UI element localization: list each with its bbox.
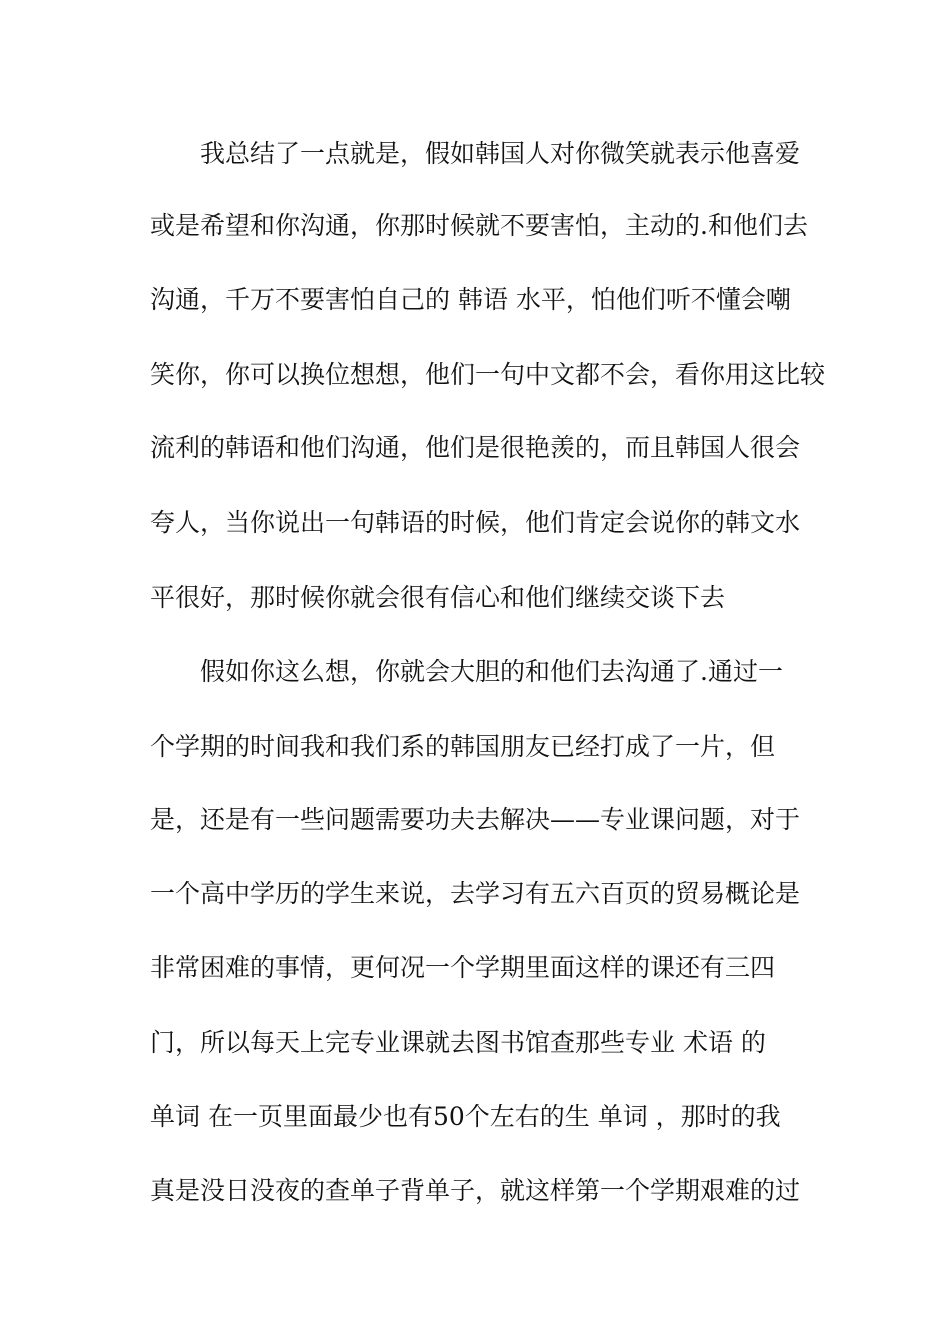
paragraph-2-line-1: 假如你这么想，你就会大胆的和他们去沟通了.通过一 bbox=[200, 657, 783, 686]
paragraph-2-line-6: 门，所以每天上完专业课就去图书馆查那些专业 术语 的 bbox=[150, 1028, 766, 1057]
paragraph-1-line-5: 流利的韩语和他们沟通，他们是很艳羡的，而且韩国人很会 bbox=[150, 433, 801, 462]
paragraph-1-line-2: 或是希望和你沟通，你那时候就不要害怕，主动的.和他们去 bbox=[150, 211, 808, 240]
paragraph-2-line-8: 真是没日没夜的查单子背单子，就这样第一个学期艰难的过 bbox=[150, 1176, 801, 1205]
paragraph-2-line-7: 单词 在一页里面最少也有50个左右的生 单词 ，那时的我 bbox=[150, 1102, 781, 1131]
paragraph-1-line-4: 笑你，你可以换位想想，他们一句中文都不会，看你用这比较 bbox=[150, 360, 826, 389]
paragraph-1-line-3: 沟通，千万不要害怕自己的 韩语 水平，怕他们听不懂会嘲 bbox=[150, 285, 791, 314]
paragraph-2-line-3: 是，还是有一些问题需要功夫去解决——专业课问题，对于 bbox=[150, 805, 801, 834]
paragraph-2-line-5: 非常困难的事情，更何况一个学期里面这样的课还有三四 bbox=[150, 953, 776, 982]
paragraph-2-line-2: 个学期的时间我和我们系的韩国朋友已经打成了一片，但 bbox=[150, 732, 776, 761]
paragraph-1-line-6: 夸人，当你说出一句韩语的时候，他们肯定会说你的韩文水 bbox=[150, 508, 801, 537]
paragraph-2-line-4: 一个高中学历的学生来说，去学习有五六百页的贸易概论是 bbox=[150, 879, 801, 908]
paragraph-1-line-7: 平很好，那时候你就会很有信心和他们继续交谈下去 bbox=[150, 583, 726, 612]
paragraph-1-line-1: 我总结了一点就是，假如韩国人对你微笑就表示他喜爱 bbox=[200, 139, 801, 168]
